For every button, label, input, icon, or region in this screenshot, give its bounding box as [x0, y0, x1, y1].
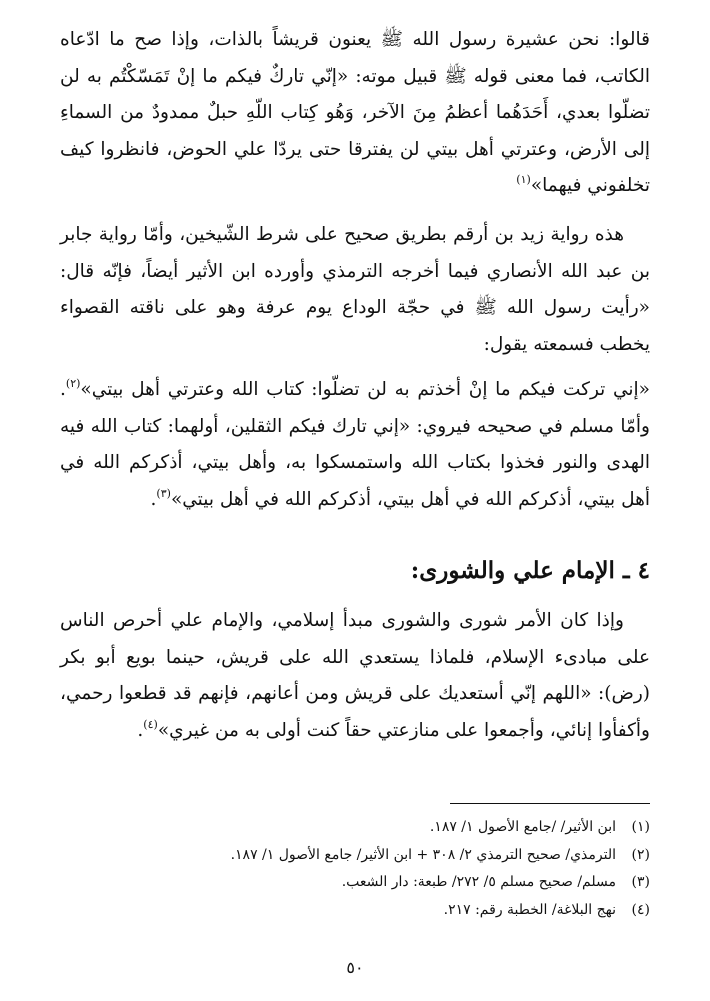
footnote-number: (١) [631, 819, 650, 835]
quotation-tail: . [150, 488, 157, 510]
footnote-item [60, 814, 650, 842]
footnote-reference[interactable]: (١) [516, 173, 531, 186]
paragraph-text: قالوا: نحن عشيرة رسول الله ﷺ يعنون قريشاً بالذات، وإذا صح ما ادّعاه الكاتب، فما معنى قوله ﷺ قبيل موته: «إنّي تاركٌ فيكم ما إنْ تَمَسّكْتُم به لن تضلّوا بعدي، أَحَدَهُما أعظمُ مِنَ الآخر، وَهُو كِتاب اللّهِ حبلٌ ممدودٌ من السماءِ إلى الأرض، وعترتي أهل بيتي لن يفترقا حتى يردّا علي الحوض، فانظروا كيف تخلفوني فيهما» [60, 29, 650, 196]
paragraph-tail: . [137, 719, 144, 741]
footnote-reference[interactable]: (٤) [143, 717, 158, 731]
footnote-reference[interactable]: (٣) [156, 486, 171, 500]
section-heading: ٤ ـ الإمام علي والشورى: [410, 557, 650, 584]
quotation-paragraph [60, 372, 650, 518]
body-paragraph [60, 603, 650, 749]
body-paragraph [60, 22, 650, 205]
footnote-text: نهج البلاغة/ الخطبة رقم: ٢١٧. [443, 901, 616, 918]
footnote-item [60, 897, 650, 925]
footnote-number: (٢) [631, 846, 650, 863]
footnote-item [60, 842, 650, 870]
paragraph-text: وإذا كان الأمر شورى والشورى مبدأ إسلامي، والإمام علي أحرص الناس على مبادىء الإسلام، فلماذا يستعدي الله على قريش، حينما بويع أبو بكر (رض): «اللهم إنّي أستعديك على قريش ومن أعانهم، فإنهم قد قطعوا رحمي، وأكفأوا إنائي، وأجمعوا على منازعتي حقاً كنت أولى به من غيري» [60, 610, 650, 741]
footnote-text: مسلم/ صحيح مسلم ٥/ ٢٧٢/ طبعة: دار الشعب. [341, 874, 616, 890]
footnote-number: (٣) [631, 874, 650, 890]
footnote-text: ابن الأثير/ /جامع الأصول ١/ ١٨٧. [429, 819, 616, 835]
footnote-reference[interactable]: (٢) [65, 377, 81, 390]
footnote-separator [450, 803, 650, 804]
paragraph-text: هذه رواية زيد بن أرقم بطريق صحيح على شرط الشّيخين، وأمّا رواية جابر بن عبد الله الأنصاري فيما أخرجه الترمذي وأورده ابن الأثير أيضاً، فإنّه قال: «رأيت رسول الله ﷺ في حجّة الوداع يوم عرفة وهو على ناقته القصواء يخطب فسمعته يقول: [60, 224, 650, 355]
footnote-item [60, 869, 650, 897]
quotation-text: . وأمّا مسلم في صحيحه فيروي: «إني تارك فيكم الثقلين، أولهما: كتاب الله فيه الهدى والنور فخذوا بكتاب الله واستمسكوا به، وأهل بيتي، أذكركم الله في أهل بيتي، أذكركم الله في أهل بيتي، أذكركم الله في أهل بيتي» [60, 379, 650, 510]
quotation-text: «إني تركت فيكم ما إنْ أخذتم به لن تضلّوا: كتاب الله وعترتي أهل بيتي» [80, 379, 650, 400]
body-paragraph [60, 217, 650, 363]
footnote-number: (٤) [631, 901, 650, 918]
footnotes-list [60, 814, 650, 924]
footnote-text: الترمذي/ صحيح الترمذي ٢/ ٣٠٨ + ابن الأثير/ جامع الأصول ١/ ١٨٧. [230, 846, 616, 863]
page-number: ٥٠ [346, 958, 364, 977]
